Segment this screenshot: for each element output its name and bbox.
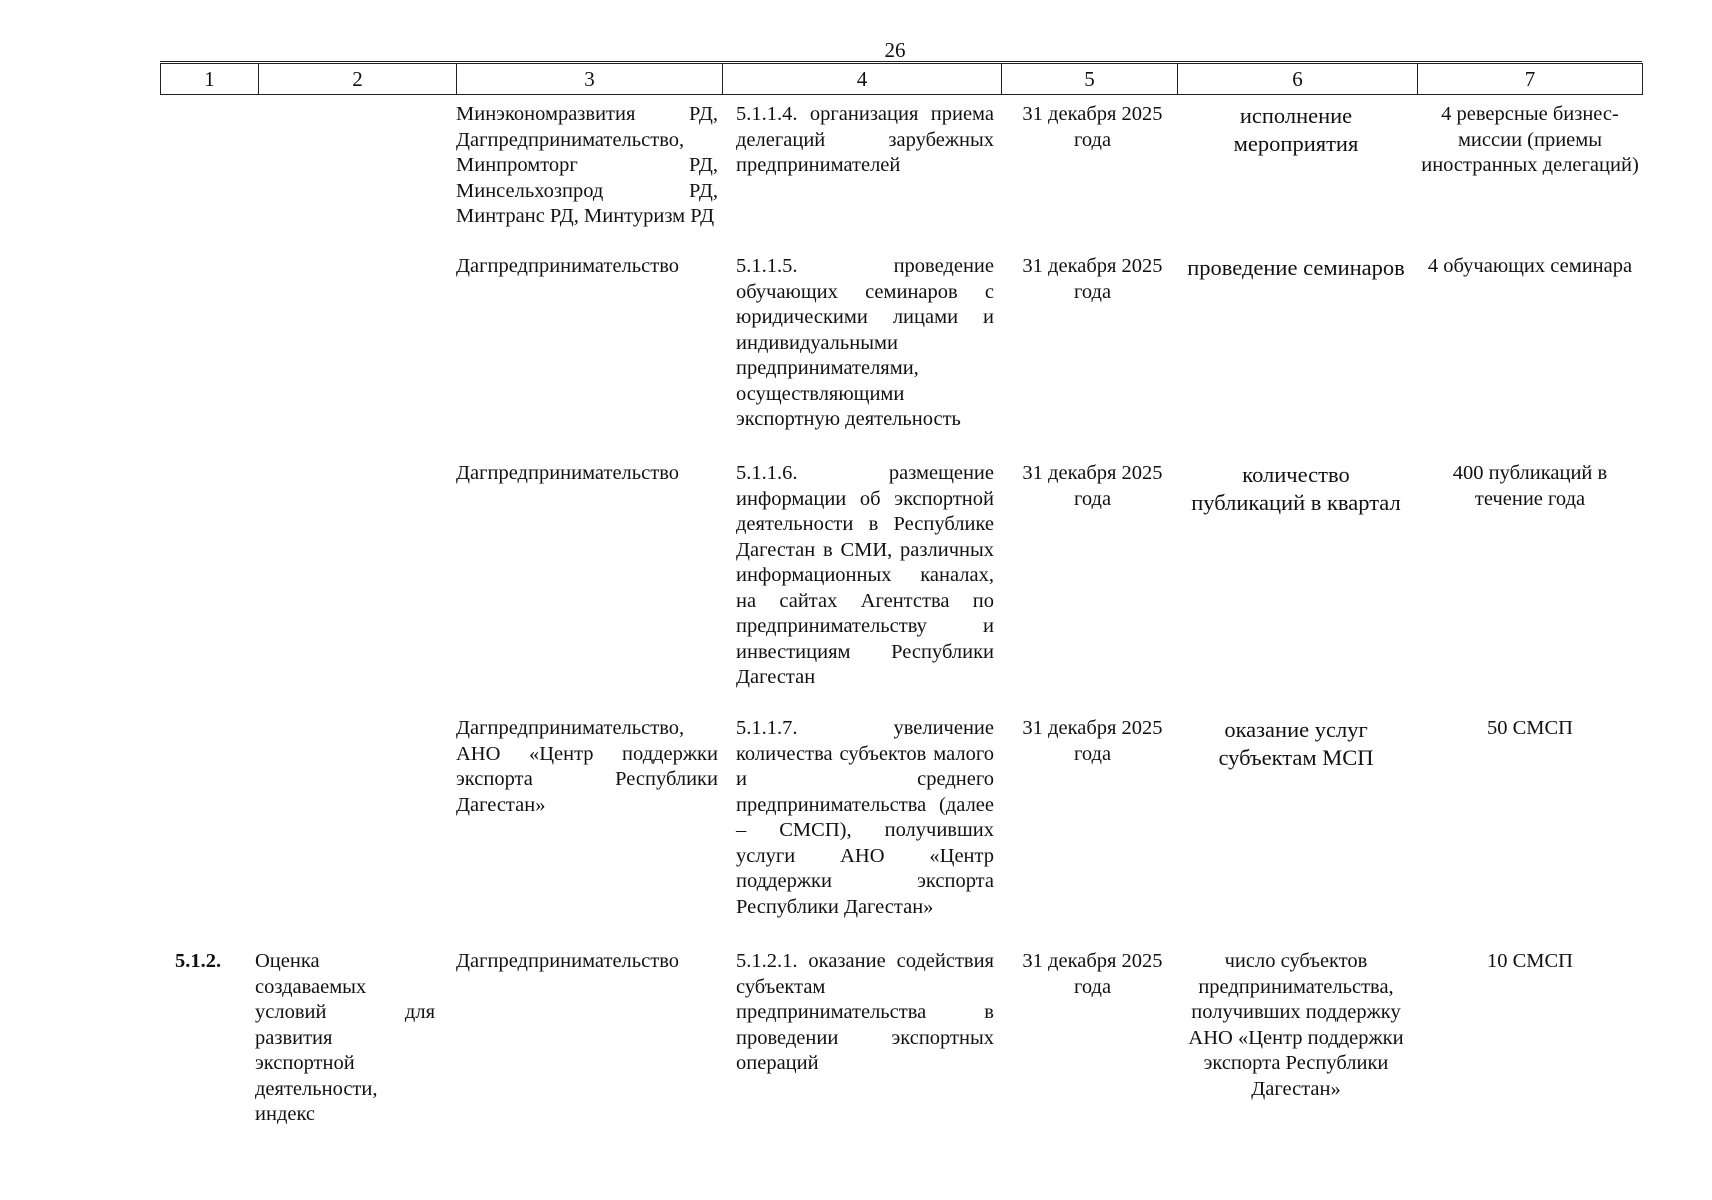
column-header-4: 4 bbox=[723, 64, 1002, 95]
result-cell: исполнение мероприятия bbox=[1233, 103, 1359, 156]
measure-cell: 5.1.2.1. оказание содействия субъектам предпринимательства в проведении экспортных операций bbox=[736, 950, 994, 1074]
target-cell: 4 обучающих семинара bbox=[1427, 255, 1633, 277]
target-cell: 50 СМСП bbox=[1486, 717, 1573, 739]
result-cell: число субъектов предпринимательства, получивших поддержку АНО «Центр поддержки экспорта Республики Дагестан» bbox=[1188, 950, 1404, 1100]
table-top-rule bbox=[160, 61, 1642, 62]
measure-cell: 5.1.1.4. организация приема делегаций зарубежных предпринимателей bbox=[736, 103, 994, 176]
column-header-5: 5 bbox=[1002, 64, 1178, 95]
page-number: 26 bbox=[884, 38, 906, 62]
deadline-cell: 31 декабря 2025 года bbox=[1022, 462, 1163, 510]
deadline-cell: 31 декабря 2025 года bbox=[1022, 950, 1163, 998]
executors-cell: Дагпредпринимательство bbox=[456, 255, 679, 277]
measure-cell: 5.1.1.6. размещение информации об экспортной деятельности в Республике Дагестан в СМИ, различных информационных каналах, на сайтах Агентства по предпринимательству и инвестициям Республики Дагестан bbox=[736, 462, 994, 688]
executors-cell: Дагпредпринимательство bbox=[456, 462, 679, 484]
result-cell: оказание услуг субъектам МСП bbox=[1218, 717, 1374, 770]
target-cell: 4 реверсные бизнес-миссии (приемы иностранных делегаций) bbox=[1421, 103, 1639, 176]
result-cell: количество публикаций в квартал bbox=[1191, 462, 1401, 515]
indicator-cell: Оценка создаваемых условий для развития экспортной деятельности, индекс bbox=[255, 950, 435, 1125]
column-header-3: 3 bbox=[457, 64, 723, 95]
target-cell: 10 СМСП bbox=[1486, 950, 1573, 972]
indicator-number-cell: 5.1.2. bbox=[175, 950, 222, 972]
column-number-header bbox=[160, 63, 1643, 95]
deadline-cell: 31 декабря 2025 года bbox=[1022, 103, 1163, 151]
executors-cell: Минэкономразвития РД, Дагпредпринимательство, Минпромторг РД, Минсельхозпрод РД, Минтранс РД, Минтуризм РД bbox=[456, 103, 718, 227]
column-header-6: 6 bbox=[1178, 64, 1418, 95]
deadline-cell: 31 декабря 2025 года bbox=[1022, 717, 1163, 765]
deadline-cell: 31 декабря 2025 года bbox=[1022, 255, 1163, 303]
column-header-2: 2 bbox=[259, 64, 457, 95]
executors-cell: Дагпредпринимательство bbox=[456, 950, 679, 972]
executors-cell: Дагпредпринимательство, АНО «Центр поддержки экспорта Республики Дагестан» bbox=[456, 717, 718, 816]
measure-cell: 5.1.1.7. увеличение количества субъектов малого и среднего предпринимательства (далее – СМСП), получивших услуги АНО «Центр поддержки экспорта Республики Дагестан» bbox=[736, 717, 994, 918]
result-cell: проведение семинаров bbox=[1187, 255, 1405, 280]
target-cell: 400 публикаций в течение года bbox=[1452, 462, 1608, 510]
column-header-7: 7 bbox=[1418, 64, 1643, 95]
column-header-1: 1 bbox=[161, 64, 259, 95]
measure-cell: 5.1.1.5. проведение обучающих семинаров с юридическими лицами и индивидуальными предпринимателями, осуществляющими экспортную деятельность bbox=[736, 255, 994, 430]
